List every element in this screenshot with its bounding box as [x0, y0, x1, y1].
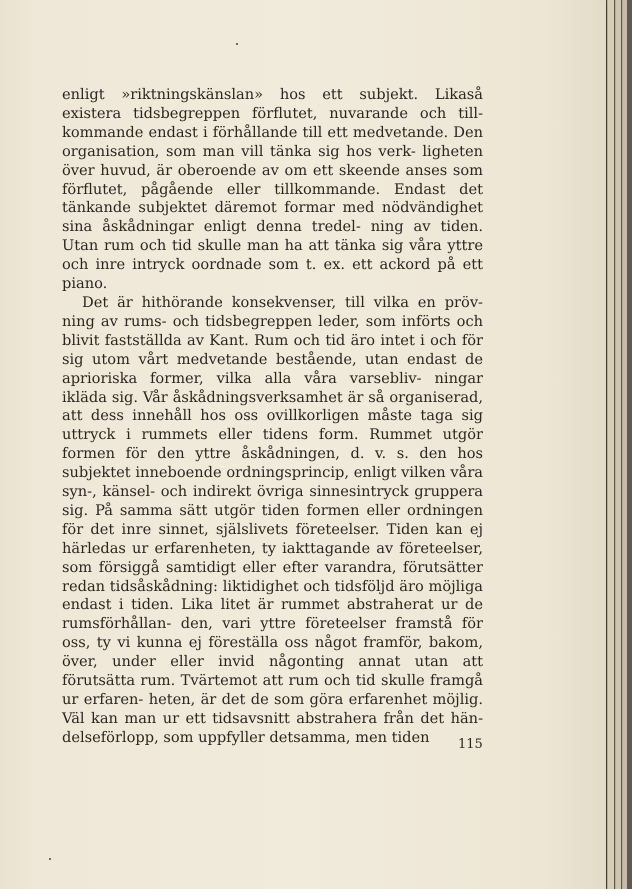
- page-number: 115: [458, 737, 483, 752]
- text-line: anses som förflutet, pågående eller tillkommande.: [62, 161, 484, 198]
- text-line: Endast det tänkande subjektet däremot formar med: [62, 180, 483, 217]
- text-line: Tvärtemot att rum och tid skulle framgå ur erfaren-: [62, 672, 483, 708]
- text-line: ningar ikläda sig. Vår åskådningsverksamhet är så: [62, 369, 483, 406]
- text-line: Lika litet är rummet abstraherat ur de rumsförhållan-: [62, 596, 484, 633]
- text-line: enligt vilken våra syn-, känsel- och indirekt övriga: [62, 464, 484, 501]
- page-stack-edge: [607, 0, 614, 889]
- paragraph: [62, 86, 483, 294]
- text-line: kommande endast i förhållande till ett medvetande.: [62, 123, 449, 141]
- paper-speck: [236, 43, 238, 45]
- text-line: den, vari yttre företeelser framstå för oss, ty vi kunna: [62, 615, 483, 652]
- text-line: ej föreställa oss något framför, bakom, över, under: [62, 634, 483, 671]
- text-line: formen eller ordningen för det inre sinnet, själslivets: [62, 501, 483, 538]
- text-line: ning av tiden. Utan rum och tid skulle man ha att: [62, 218, 483, 255]
- paragraph: [62, 294, 483, 748]
- text-line: kan man ur ett tidsavsnitt abstrahera från det hän-: [91, 709, 484, 727]
- text-line: nödvändighet sina åskådningar enligt denna tredel-: [62, 199, 484, 236]
- text-line: endast de aprioriska former, vilka alla våra varsebliv-: [62, 350, 483, 387]
- text-line: liktidighet och tidsföljd äro möjliga endast i tiden.: [62, 577, 484, 614]
- paper-speck: [49, 858, 51, 860]
- text-line: sinnesintryck gruppera sig. På samma sätt utgör tiden: [62, 483, 484, 519]
- text-line: organiserad, att dess innehåll hos oss ovillkorligen: [62, 388, 484, 425]
- text-line: eller invid någonting annat utan att förutsätta rum.: [62, 653, 484, 690]
- text-line: existera tidsbegreppen förflutet, nuvarande och till-: [62, 104, 483, 122]
- text-line: företeelser. Tiden kan ej härledas ur erfarenheten,: [62, 520, 484, 557]
- page-stack-edge: [615, 0, 621, 889]
- text-line: heten, är det de som göra erfarenhet möjlig. Väl: [62, 691, 484, 727]
- text-line: Det är hithörande konsekvenser, till vilka en pröv-: [82, 293, 483, 311]
- text-line: måste taga sig uttryck i rummets eller tidens form.: [62, 407, 483, 444]
- text-line: ligheten över huvud, är oberoende av om ett skeende: [62, 142, 483, 179]
- text-line: delseförlopp, som uppfyller detsamma, men tiden: [62, 728, 430, 746]
- body-text: [62, 86, 483, 748]
- text-line: enligt »riktningskänslan» hos ett subjekt. Likaså: [62, 86, 483, 103]
- text-line: d. v. s. den hos subjektet inneboende ordningsprincip,: [62, 445, 484, 482]
- text-line: Rummet utgör formen för den yttre åskådningen,: [62, 426, 483, 463]
- text-line: och blivit fastställda av Kant. Rum och tid äro intet: [62, 312, 484, 349]
- text-line: eller efter varandra, förutsätter redan tidsåskådning:: [62, 558, 484, 595]
- text-line: i och för sig utom vårt medvetande bestående, utan: [62, 331, 484, 368]
- text-line: Den organisation, som man vill tänka sig hos verk-: [62, 123, 484, 160]
- text-line: t. ex. ett ackord på ett piano.: [62, 256, 483, 293]
- text-line: ning av rums- och tidsbegreppen leder, som införts: [62, 312, 451, 330]
- page-stack-edge: [622, 0, 627, 889]
- text-line: ty iakttagande av företeelser, som försiggå samtidigt: [62, 539, 484, 576]
- text-line: tänka sig våra yttre och inre intryck oordnade som: [62, 237, 483, 274]
